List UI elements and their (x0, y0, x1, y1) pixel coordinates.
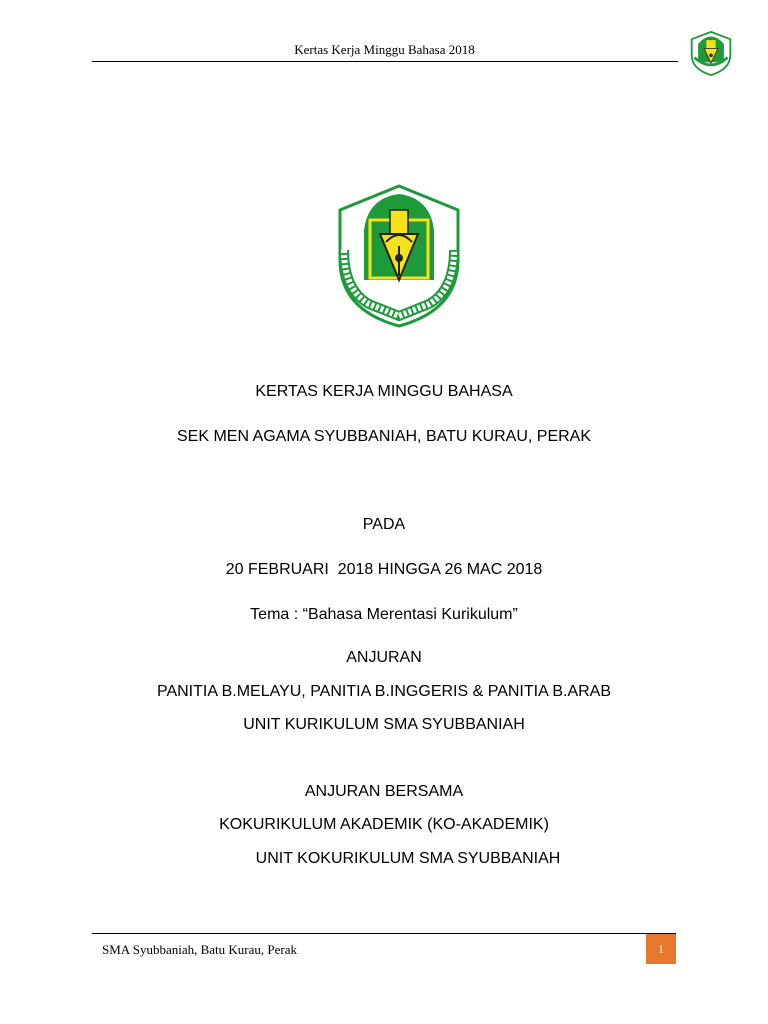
pada-label: PADA (362, 516, 406, 533)
school-crest-logo (334, 180, 464, 328)
page-number-badge: 1 (646, 934, 676, 964)
organizer-unit: UNIT KURIKULUM SMA SYUBBANIAH (243, 716, 525, 733)
co-organizer-label: ANJURAN BERSAMA (304, 783, 464, 800)
co-organizer-kokurikulum: KOKURIKULUM AKADEMIK (KO-AKADEMIK) (219, 816, 549, 833)
header-title: Kertas Kerja Minggu Bahasa 2018 (294, 42, 475, 57)
footer-rule (92, 933, 676, 934)
event-dates: 20 FEBRUARI 2018 HINGGA 26 MAC 2018 (225, 561, 543, 578)
school-crest-icon (688, 30, 734, 76)
header-rule (92, 61, 678, 62)
anjuran-label: ANJURAN (346, 649, 422, 666)
co-organizer-unit: UNIT KOKURIKULUM SMA SYUBBANIAH (255, 850, 561, 867)
organizer-panitia: PANITIA B.MELAYU, PANITIA B.INGGERIS & PANITIA B.ARAB (156, 683, 612, 700)
event-theme: Tema : “Bahasa Merentasi Kurikulum” (250, 606, 518, 623)
footer-text: SMA Syubbaniah, Batu Kurau, Perak (102, 942, 297, 957)
document-title: KERTAS KERJA MINGGU BAHASA (255, 383, 513, 400)
school-name: SEK MEN AGAMA SYUBBANIAH, BATU KURAU, PERAK (176, 428, 592, 445)
